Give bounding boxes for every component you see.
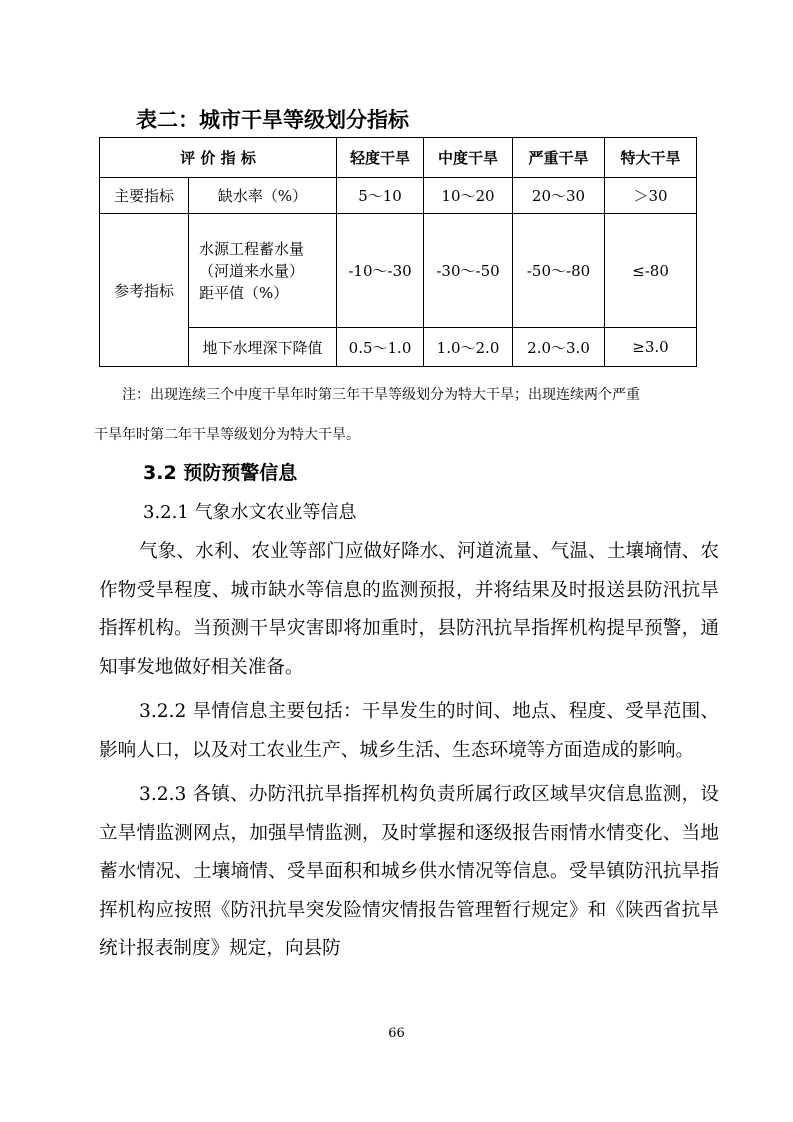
header-level-moderate: 中度干旱 bbox=[424, 138, 513, 178]
main-indicator-group: 主要指标 bbox=[100, 178, 189, 214]
table-note-line: 注：出现连续三个中度干旱年时第三年干旱等级划分为特大干旱；出现连续两个严重 bbox=[122, 387, 640, 403]
reference-name-line: 水源工程蓄水量 bbox=[199, 239, 305, 258]
header-indicator: 评 价 指 标 bbox=[100, 138, 337, 178]
table-cell: 2.0～3.0 bbox=[513, 328, 605, 367]
main-indicator-name: 缺水率（%） bbox=[189, 178, 337, 214]
subsection-heading: 3.2.1 气象水文农业等信息 bbox=[143, 502, 357, 523]
reference-indicator-name: 地下水埋深下降值 bbox=[189, 328, 337, 367]
section-heading: 3.2 预防预警信息 bbox=[143, 462, 298, 484]
table-note-line: 干旱年时第二年干旱等级划分为特大干旱。 bbox=[94, 427, 360, 443]
table-cell: -10～-30 bbox=[337, 214, 424, 328]
paragraph: 气象、水利、农业等部门应做好降水、河道流量、气温、土壤墒情、农作物受旱程度、城市缺水等信息的监测预报，并将结果及时报送县防汛抗旱指挥机构。当预测干旱灾害即将加重时，县防汛抗旱指挥机构提早预警，通知事发地做好相关准备。 bbox=[99, 541, 719, 678]
table-cell: 1.0～2.0 bbox=[424, 328, 513, 367]
table-row bbox=[100, 214, 697, 328]
reference-name-line: （河道来水量） bbox=[199, 261, 305, 280]
table-cell: 5～10 bbox=[337, 178, 424, 214]
page-number: 66 bbox=[388, 1026, 405, 1041]
reference-indicator-group: 参考指标 bbox=[100, 214, 189, 367]
table-cell: ≤-80 bbox=[605, 214, 697, 328]
header-level-mild: 轻度干旱 bbox=[337, 138, 424, 178]
reference-indicator-name bbox=[189, 214, 337, 328]
table-title: 表二：城市干旱等级划分指标 bbox=[136, 108, 409, 132]
table-cell: 20～30 bbox=[513, 178, 605, 214]
table-row bbox=[100, 178, 697, 214]
table-cell: 0.5～1.0 bbox=[337, 328, 424, 367]
paragraph: 3.2.2 旱情信息主要包括：干旱发生的时间、地点、程度、受旱范围、影响人口，以及对工农业生产、城乡生活、生态环境等方面造成的影响。 bbox=[99, 701, 719, 761]
reference-name-line: 距平值（%） bbox=[199, 283, 289, 302]
header-level-extreme: 特大干旱 bbox=[605, 138, 697, 178]
table-cell: -50～-80 bbox=[513, 214, 605, 328]
drought-grade-table bbox=[99, 137, 697, 367]
table-header-row bbox=[100, 138, 697, 178]
header-level-severe: 严重干旱 bbox=[513, 138, 605, 178]
table-cell: -30～-50 bbox=[424, 214, 513, 328]
table-cell: ＞30 bbox=[605, 178, 697, 214]
paragraph: 3.2.3 各镇、办防汛抗旱指挥机构负责所属行政区域旱灾信息监测，设立旱情监测网点，加强旱情监测，及时掌握和逐级报告雨情水情变化、当地蓄水情况、土壤墒情、受旱面积和城乡供水情况等信息。受旱镇防汛抗旱指挥机构应按照《防汛抗旱突发险情灾情报告管理暂行规定》和《陕西省抗旱统计报表制度》规定，向县防 bbox=[99, 784, 719, 959]
table-row bbox=[100, 328, 697, 367]
table-cell: 10～20 bbox=[424, 178, 513, 214]
body-text bbox=[99, 533, 719, 969]
table-cell: ≥3.0 bbox=[605, 328, 697, 367]
